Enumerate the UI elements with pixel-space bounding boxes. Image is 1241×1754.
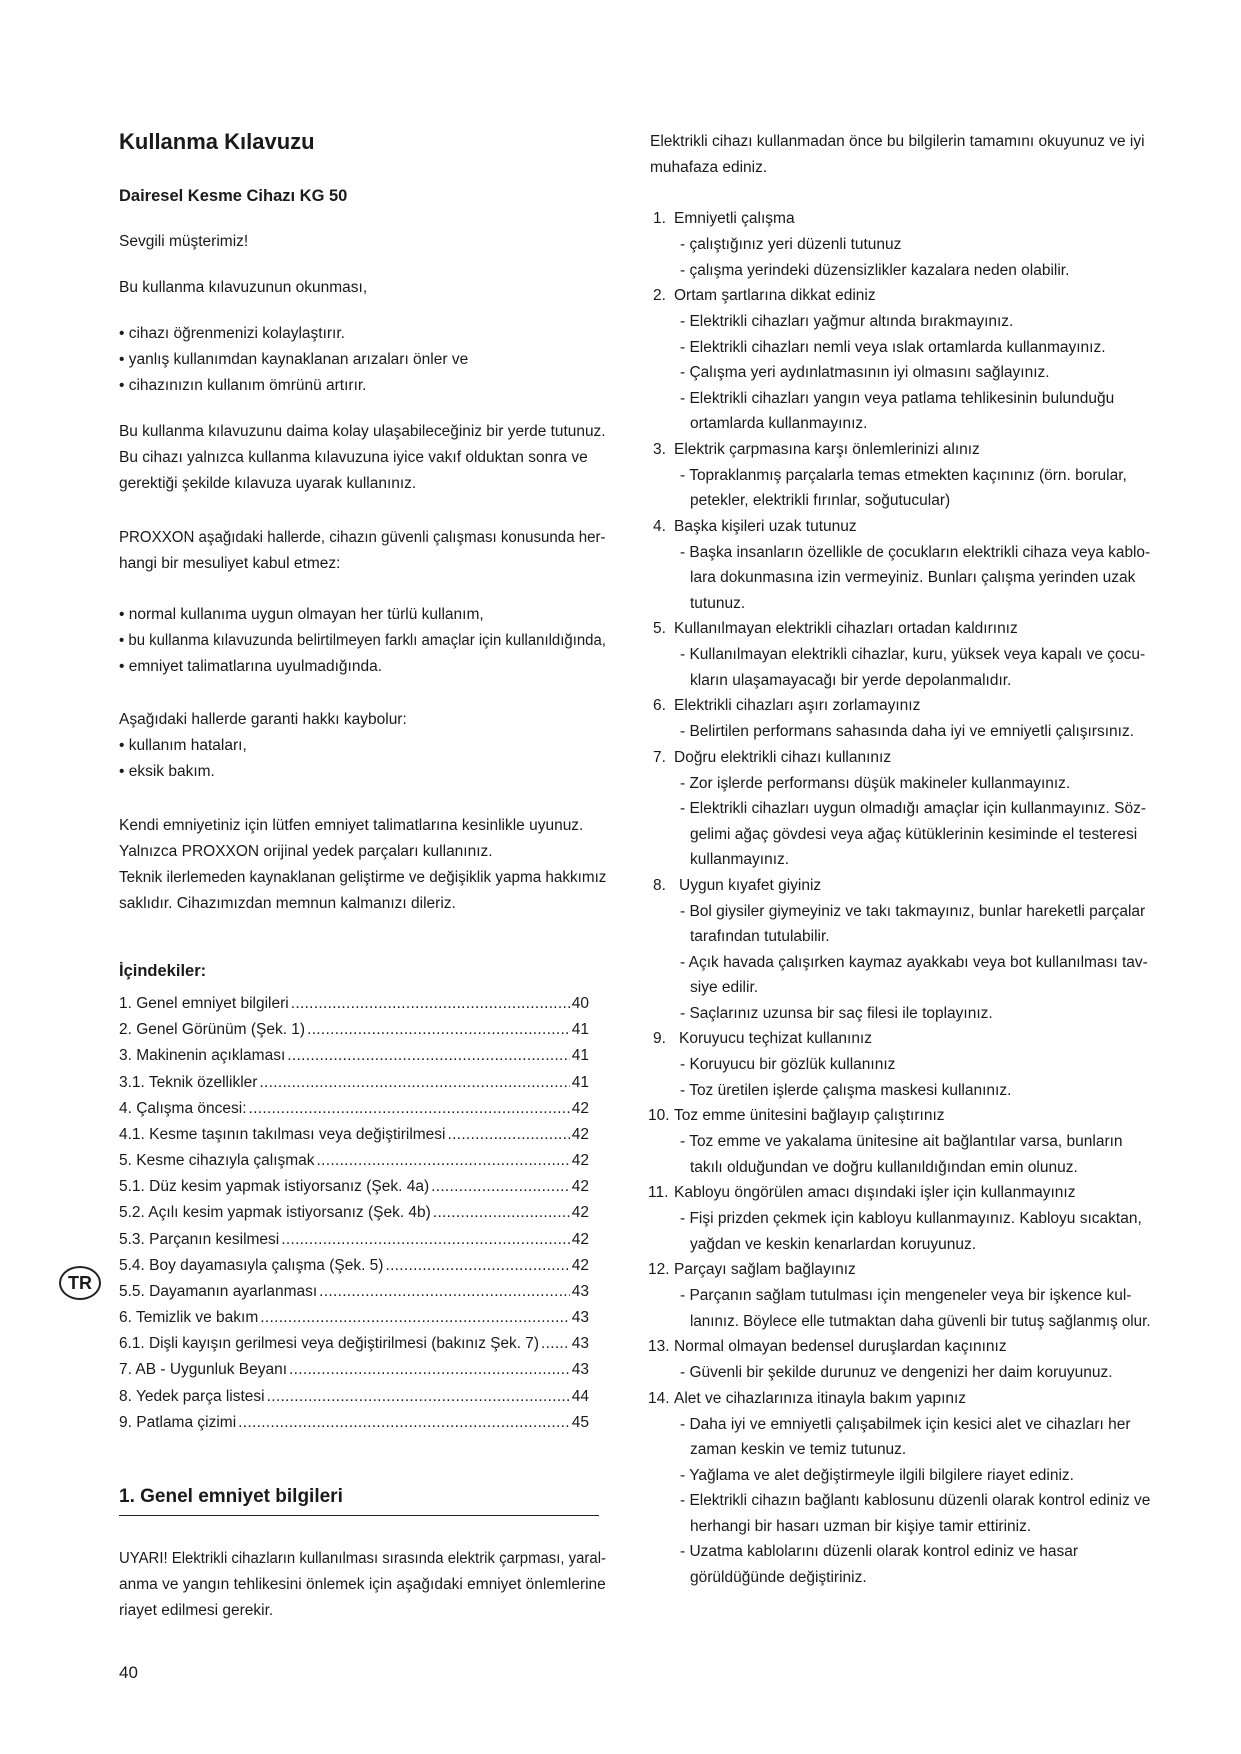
warranty-bullet: • kullanım hataları, [119,737,247,754]
rule-line: - Çalışma yeri aydınlatmasının iyi olmasını sağlayınız. [680,364,1050,381]
right-intro-line: Elektrikli cihazı kullanmadan önce bu bilgilerin tamamını okuyunuz ve iyi [650,133,1145,150]
toc-leader-dots [448,1126,570,1144]
rule-title: Elektrik çarpmasına karşı önlemlerinizi alınız [674,440,980,458]
rule-number: 10. [648,1107,670,1124]
rule-line: tarafından tutulabilir. [690,928,830,945]
language-badge: TR [59,1266,101,1300]
rule-number: 1. [653,210,666,227]
paragraph-line: Kendi emniyetiniz için lütfen emniyet talimatlarına kesinlikle uyunuz. [119,817,584,834]
toc-item-page: 45 [571,1414,589,1431]
toc-item-label: 3. Makinenin açıklaması [119,1047,286,1064]
toc-item [119,1100,589,1118]
greeting: Sevgili müşterimiz! [119,233,249,250]
toc-item [119,1126,589,1144]
rule-number: 6. [653,697,666,714]
rule-line: - Kullanılmayan elektrikli cihazlar, kuru, yüksek veya kapalı ve çocu- [680,646,1146,663]
toc-item-label: 5.3. Parçanın kesilmesi [119,1231,280,1248]
rule-number: 8. [653,876,666,894]
rule-title: Uygun kıyafet giyiniz [679,876,822,894]
toc-leader-dots [541,1335,570,1353]
toc-leader-dots [319,1283,570,1301]
toc-item-label: 5.2. Açılı kesim yapmak istiyorsanız (Şek. 4b) [119,1204,431,1221]
paragraph-line: Bu kullanma kılavuzunu daima kolay ulaşabileceğiniz bir yerde tutunuz. [119,423,606,440]
rule-number: 3. [653,440,666,458]
toc-item-page: 43 [571,1283,589,1300]
rule-line: - Toz emme ve yakalama ünitesine ait bağlantılar varsa, bunların [680,1133,1123,1150]
rule-title: Elektrikli cihazları aşırı zorlamayınız [674,697,921,714]
toc-item [119,1231,589,1249]
toc-leader-dots [249,1100,570,1118]
rule-title: Normal olmayan bedensel duruşlardan kaçınınız [674,1338,1007,1355]
toc-leader-dots [267,1388,570,1406]
rule-number: 4. [653,517,666,535]
toc-item-page: 42 [571,1152,589,1169]
section-divider [119,1515,599,1516]
toc-item [119,1361,589,1379]
toc-leader-dots [289,1361,570,1379]
rule-line: - Başka insanların özellikle de çocukların elektrikli cihaza veya kablo- [680,543,1151,561]
rule-title: Kullanılmayan elektrikli cihazları ortadan kaldırınız [674,620,1018,637]
paragraph-line: Teknik ilerlemeden kaynaklanan geliştirme ve değişiklik yapma hakkımız [119,869,607,886]
toc-item [119,1152,589,1170]
rule-line: - Elektrikli cihazları uygun olmadığı amaçlar için kullanmayınız. Söz- [680,800,1147,817]
rule-number: 11. [648,1184,669,1201]
rule-number: 12. [648,1261,670,1278]
rule-number: 9. [653,1030,666,1047]
toc-item [119,1047,589,1065]
rule-title: Ortam şartlarına dikkat ediniz [674,287,876,304]
toc-item-label: 6. Temizlik ve bakım [119,1309,259,1326]
rule-line: siye edilir. [690,979,759,996]
toc-item-page: 42 [571,1100,589,1117]
rule-line: - Saçlarınız uzunsa bir saç filesi ile toplayınız. [680,1004,993,1022]
intro-text: Bu kullanma kılavuzunun okunması, [119,279,368,296]
rule-line: - Elektrikli cihazları yağmur altında bırakmayınız. [680,313,1014,330]
rule-line: lara dokunmasına izin vermeyiniz. Bunları çalışma yerinden uzak [690,569,1136,586]
toc-item [119,1021,589,1039]
paragraph-line: PROXXON aşağıdaki hallerde, cihazın güvenli çalışması konusunda her- [119,529,606,546]
rule-line: - çalışma yerindeki düzensizlikler kazalara neden olabilir. [680,261,1070,279]
rule-title: Doğru elektrikli cihazı kullanınız [674,748,892,766]
rule-line: tutunuz. [690,594,746,612]
rule-line: - Belirtilen performans sahasında daha iyi ve emniyetli çalışırsınız. [680,723,1135,740]
toc-leader-dots [385,1257,569,1275]
toc-item-page: 42 [571,1204,589,1221]
rule-line: görüldüğünde değiştiriniz. [690,1568,867,1586]
subtitle: Dairesel Kesme Cihazı KG 50 [119,187,348,205]
toc-leader-dots [307,1021,570,1039]
toc-item [119,1204,589,1222]
toc-item [119,1388,589,1406]
rule-line: takılı olduğundan ve doğru kullanıldığından emin olunuz. [690,1158,1078,1176]
toc-item-label: 1. Genel emniyet bilgileri [119,995,289,1012]
rule-line: - Uzatma kablolarını düzenli olarak kontrol ediniz ve hasar [680,1543,1079,1560]
toc-leader-dots [431,1178,570,1196]
toc-title: İçindekiler: [119,962,207,980]
liability-bullet: • bu kullanma kılavuzunda belirtilmeyen farklı amaçlar için kullanıldığında, [119,632,606,649]
toc-item-label: 4. Çalışma öncesi: [119,1100,247,1117]
rule-number: 13. [648,1338,670,1355]
toc-item-label: 5. Kesme cihazıyla çalışmak [119,1152,315,1169]
toc-item-label: 9. Patlama çizimi [119,1414,237,1431]
rule-line: - Bol giysiler giymeyiniz ve takı takmayınız, bunlar hareketli parçalar [680,902,1146,920]
toc-item-page: 41 [571,1047,589,1064]
page-title: Kullanma Kılavuzu [119,129,315,154]
toc-item-label: 6.1. Dişli kayışın gerilmesi veya değiştirilmesi (bakınız Şek. 7) [119,1335,539,1352]
rule-line: - Parçanın sağlam tutulması için mengeneler veya bir işkence kul- [680,1287,1132,1304]
rule-title: Koruyucu teçhizat kullanınız [679,1030,872,1047]
rule-line: - Fişi prizden çekmek için kabloyu kullanmayınız. Kabloyu sıcaktan, [680,1210,1142,1227]
warning-line: UYARI! Elektrikli cihazların kullanılması sırasında elektrik çarpması, yaral- [119,1550,606,1567]
toc-leader-dots [260,1309,569,1327]
section-title: 1. Genel emniyet bilgileri [119,1486,343,1507]
toc-leader-dots [287,1047,569,1065]
rule-line: kların ulaşamayacağı bir yerde depolanmalıdır. [690,671,1012,689]
toc-item-page: 41 [571,1074,589,1091]
liability-bullet: • emniyet talimatlarına uyulmadığında. [119,658,383,675]
toc-item-page: 43 [571,1309,589,1326]
toc-item [119,1178,589,1196]
toc-item [119,1309,589,1327]
toc-item [119,1074,589,1092]
paragraph-line: gerektiği şekilde kılavuza uyarak kullanınız. [119,475,417,492]
rule-line: - Yağlama ve alet değiştirmeyle ilgili bilgilere riayet ediniz. [680,1466,1074,1484]
toc-item-label: 3.1. Teknik özellikler [119,1074,258,1091]
toc-leader-dots [259,1074,569,1092]
rule-title: Emniyetli çalışma [674,210,795,227]
toc-item-page: 41 [571,1021,589,1038]
toc-item-label: 2. Genel Görünüm (Şek. 1) [119,1021,306,1038]
rule-line: - Açık havada çalışırken kaymaz ayakkabı veya bot kullanılması tav- [680,953,1148,971]
rule-title: Kabloyu öngörülen amacı dışındaki işler için kullanmayınız [674,1184,1076,1201]
toc-item-page: 43 [571,1361,589,1378]
rule-line: yağdan ve keskin kenarlardan koruyunuz. [690,1235,977,1253]
rule-line: - Elektrikli cihazın bağlantı kablosunu düzenli olarak kontrol ediniz ve [680,1492,1151,1509]
toc-item-page: 42 [571,1126,589,1143]
page-number: 40 [119,1663,138,1682]
toc-item-label: 7. AB - Uygunluk Beyanı [119,1361,288,1378]
paragraph-line: saklıdır. Cihazımızdan memnun kalmanızı dileriz. [119,895,456,912]
rule-title: Alet ve cihazlarınıza itinayla bakım yapınız [674,1389,967,1407]
rule-number: 14. [648,1389,670,1407]
toc-item [119,1283,589,1301]
toc-item-page: 40 [571,995,589,1012]
toc-leader-dots [317,1152,570,1170]
intro-bullet: • yanlış kullanımdan kaynaklanan arızaları önler ve [119,351,469,368]
toc-item-label: 8. Yedek parça listesi [119,1388,265,1405]
warranty-title: Aşağıdaki hallerde garanti hakkı kaybolur: [119,711,407,728]
toc-item-page: 43 [571,1335,589,1352]
toc-item-label: 4.1. Kesme taşının takılması veya değiştirilmesi [119,1126,446,1143]
rule-number: 7. [653,748,666,766]
rule-line: petekler, elektrikli fırınlar, soğutucular) [690,492,951,509]
liability-bullet: • normal kullanıma uygun olmayan her türlü kullanım, [119,606,484,623]
intro-bullet: • cihazınızın kullanım ömrünü artırır. [119,377,367,394]
rule-line: ortamlarda kullanmayınız. [690,415,868,432]
toc-item-page: 44 [571,1388,589,1405]
warning-line: riayet edilmesi gerekir. [119,1602,274,1619]
rule-line: - Elektrikli cihazları yangın veya patlama tehlikesinin bulunduğu [680,389,1115,407]
rule-line: - Topraklanmış parçalarla temas etmekten kaçınınız (örn. borular, [680,466,1127,484]
rule-line: kullanmayınız. [690,851,790,868]
right-intro-line: muhafaza ediniz. [650,159,768,176]
paragraph-line: Bu cihazı yalnızca kullanma kılavuzuna iyice vakıf olduktan sonra ve [119,449,588,466]
rule-line: - Güvenli bir şekilde durunuz ve dengenizi her daim koruyunuz. [680,1364,1113,1381]
toc-item [119,995,589,1013]
toc-item [119,1335,589,1353]
toc-item-page: 42 [571,1257,589,1274]
paragraph-line: Yalnızca PROXXON orijinal yedek parçaları kullanınız. [119,843,493,860]
rule-line: - Elektrikli cihazları nemli veya ıslak ortamlarda kullanmayınız. [680,338,1106,356]
warning-line: anma ve yangın tehlikesini önlemek için aşağıdaki emniyet önlemlerine [119,1576,606,1593]
rule-title: Toz emme ünitesini bağlayıp çalıştırınız [674,1107,945,1124]
warranty-bullet: • eksik bakım. [119,763,215,780]
rule-number: 2. [653,287,666,304]
intro-bullet: • cihazı öğrenmenizi kolaylaştırır. [119,325,345,342]
rule-line: - Koruyucu bir gözlük kullanınız [680,1056,896,1073]
rule-line: - Zor işlerde performansı düşük makineler kullanmayınız. [680,774,1071,792]
rule-line: - Toz üretilen işlerde çalışma maskesi kullanınız. [680,1081,1012,1099]
rule-title: Parçayı sağlam bağlayınız [674,1261,856,1278]
toc-item [119,1414,589,1432]
rule-title: Başka kişileri uzak tutunuz [674,517,857,535]
toc-leader-dots [291,995,570,1013]
rule-line: zaman keskin ve temiz tutunuz. [690,1441,907,1458]
toc-item-label: 5.4. Boy dayamasıyla çalışma (Şek. 5) [119,1257,384,1274]
rule-line: herhangi bir hasarı uzman bir kişiye tamir ettiriniz. [690,1517,1032,1535]
rule-line: gelimi ağaç gövdesi veya ağaç kütüklerinin kesiminde el testeresi [690,825,1138,843]
rule-line: - çalıştığınız yeri düzenli tutunuz [680,236,902,253]
toc-leader-dots [433,1204,570,1222]
toc-item [119,1257,589,1275]
paragraph-line: hangi bir mesuliyet kabul etmez: [119,555,341,572]
toc-item-label: 5.1. Düz kesim yapmak istiyorsanız (Şek. 4a) [119,1178,430,1195]
toc-item-page: 42 [571,1178,589,1195]
rule-line: lanınız. Böylece elle tutmaktan daha güvenli bir tutuş sağlanmış olur. [690,1312,1151,1330]
toc-leader-dots [281,1231,570,1249]
toc-item-label: 5.5. Dayamanın ayarlanması [119,1283,318,1300]
toc-item-page: 42 [571,1231,589,1248]
rule-number: 5. [653,620,666,637]
rule-line: - Daha iyi ve emniyetli çalışabilmek için kesici alet ve cihazları her [680,1415,1131,1433]
toc-leader-dots [238,1414,570,1432]
